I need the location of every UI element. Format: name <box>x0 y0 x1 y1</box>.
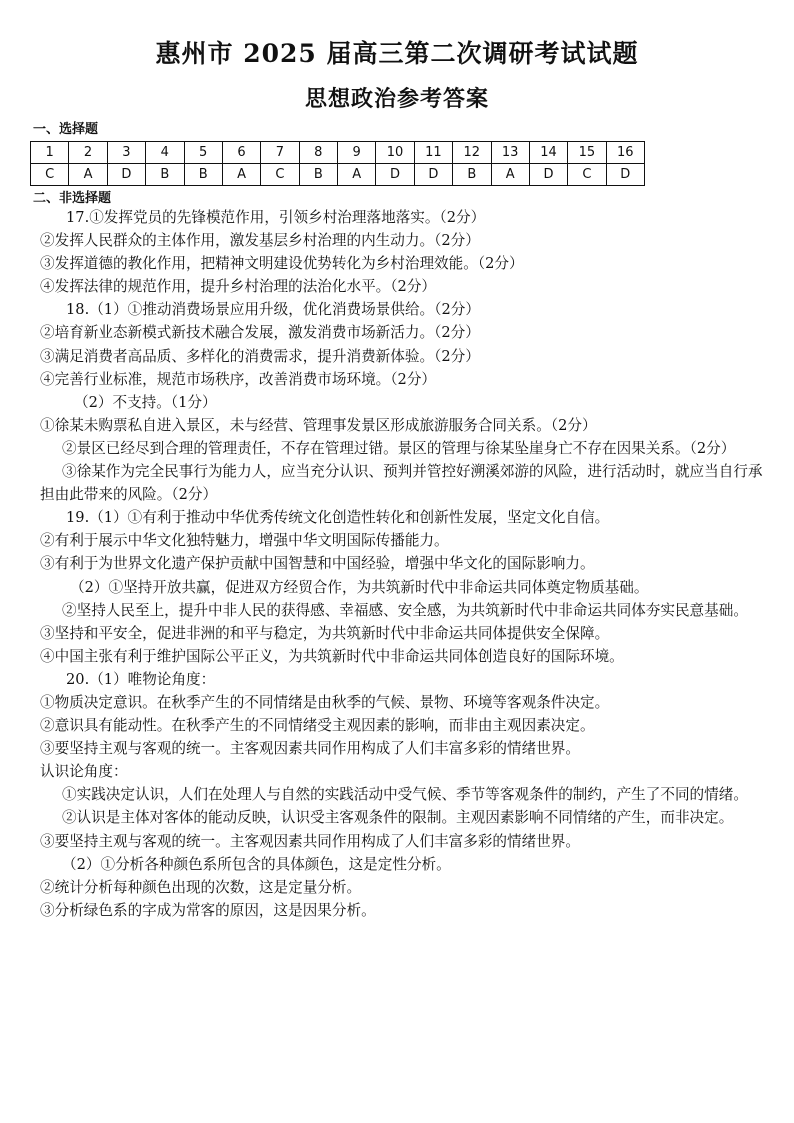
question-number: 2 <box>69 142 107 164</box>
answer-letter: D <box>529 164 567 186</box>
answer-line-q19-part2-4: ④中国主张有利于维护国际公平正义，为共筑新时代中非命运共同体创造良好的国际环境。 <box>40 647 624 665</box>
question-number: 12 <box>453 142 491 164</box>
answer-paragraph-q19-part2-2: ②坚持人民至上，提升中非人民的获得感、幸福感、安全感，为共筑新时代中非命运共同体夯实民意基础。 <box>62 601 748 619</box>
answer-line-q18-5: ①徐某未购票私自进入景区，未与经营、管理事发景区形成旅游服务合同关系。（2分） <box>40 416 597 434</box>
question-number: 7 <box>261 142 299 164</box>
answer-line-q20-part2-2: ②统计分析每种颜色出现的次数，这是定量分析。 <box>40 878 362 896</box>
answer-letter: B <box>453 164 491 186</box>
answer-letter: A <box>491 164 529 186</box>
answer-line-q18-2: ②培育新业态新模式新技术融合发展，激发消费市场新活力。（2分） <box>40 324 480 342</box>
question-number: 6 <box>222 142 260 164</box>
answer-line-q17-1: 17.①发挥党员的先锋模范作用，引领乡村治理落地落实。（2分） <box>66 209 486 226</box>
answer-line-q19-1: 19.（1）①有利于推动中华优秀传统文化创造性转化和创新性发展，坚定文化自信。 <box>66 509 610 527</box>
answer-paragraph-q18-6: ②景区已经尽到合理的管理责任，不存在管理过错。景区的管理与徐某坠崖身亡不存在因果关系。（2分） <box>62 439 736 457</box>
answer-letter: D <box>606 164 644 186</box>
answer-line-q19-part2-3: ③坚持和平安全，促进非洲的和平与稳定，为共筑新时代中非命运共同体提供安全保障。 <box>40 624 610 642</box>
answer-letter: C <box>31 164 69 186</box>
answer-letter: A <box>69 164 107 186</box>
answer-line-q17-2: ②发挥人民群众的主体作用，激发基层乡村治理的内生动力。（2分） <box>40 232 480 250</box>
answer-letter: A <box>222 164 260 186</box>
question-number: 4 <box>146 142 184 164</box>
question-number: 14 <box>529 142 567 164</box>
answer-letter: B <box>299 164 337 186</box>
question-number: 13 <box>491 142 529 164</box>
document-subtitle: 思想政治参考答案 <box>304 86 489 112</box>
question-number: 16 <box>606 142 644 164</box>
answer-letter: B <box>184 164 222 186</box>
question-number: 3 <box>107 142 145 164</box>
answer-line-q20-3: ②意识具有能动性。在秋季产生的不同情绪受主观因素的影响，而非由主观因素决定。 <box>40 717 595 735</box>
question-number: 8 <box>299 142 337 164</box>
answer-line-q20-4: ③要坚持主观与客观的统一。主客观因素共同作用构成了人们丰富多彩的情绪世界。 <box>40 740 580 758</box>
answer-letter: C <box>261 164 299 186</box>
answer-line-q18-part2: （2）不支持。（1分） <box>74 393 217 411</box>
answer-line-q20-2: ①物质决定意识。在秋季产生的不同情绪是由秋季的气候、景物、环境等客观条件决定。 <box>40 693 610 711</box>
answer-line-q18-1: 18.（1）①推动消费场景应用升级，优化消费场景供给。（2分） <box>66 301 480 319</box>
question-number: 9 <box>338 142 376 164</box>
question-number: 15 <box>568 142 606 164</box>
section-heading-multiple-choice: 一、选择题 <box>33 122 99 137</box>
answer-line-q19-part2-1: （2）①坚持开放共赢，促进双方经贸合作，为共筑新时代中非命运共同体奠定物质基础。 <box>70 578 649 596</box>
answer-line-q20-part2-1: （2）①分析各种颜色系所包含的具体颜色，这是定性分析。 <box>62 855 451 873</box>
document-title: 惠州市 2025 届高三第二次调研考试试题 <box>155 39 639 68</box>
answer-line-q18-4: ④完善行业标准，规范市场秩序，改善消费市场环境。（2分） <box>40 370 437 388</box>
question-number: 10 <box>376 142 414 164</box>
answer-line-q18-3: ③满足消费者高品质、多样化的消费需求，提升消费新体验。（2分） <box>40 347 480 365</box>
answer-line-q20-part2-3: ③分析绿色系的字成为常客的原因，这是因果分析。 <box>40 901 376 919</box>
answer-table-number-row <box>31 142 645 164</box>
answer-line-q20-7: ③要坚持主观与客观的统一。主客观因素共同作用构成了人们丰富多彩的情绪世界。 <box>40 832 580 850</box>
answer-paragraph-q20-5: ①实践决定认识，人们在处理人与自然的实践活动中受气候、季节等客观条件的制约，产生了不同的情绪。 <box>62 786 748 804</box>
question-number: 1 <box>31 142 69 164</box>
answer-table-answer-row <box>31 164 645 186</box>
answer-line-q20-epistemology: 认识论角度： <box>40 763 128 781</box>
answer-paragraph-q20-6: ②认识是主体对客体的能动反映，认识受主客观条件的限制。主观因素影响不同情绪的产生，而非决定。 <box>62 809 734 827</box>
answer-letter: A <box>338 164 376 186</box>
answer-line-q17-4: ④发挥法律的规范作用，提升乡村治理的法治化水平。（2分） <box>40 278 437 296</box>
question-number: 11 <box>414 142 452 164</box>
question-number: 5 <box>184 142 222 164</box>
answer-line-q20-1: 20.（1）唯物论角度： <box>66 670 216 688</box>
answer-line-q19-2: ②有利于展示中华文化独特魅力，增强中华文明国际传播能力。 <box>40 532 449 550</box>
answer-letter: D <box>376 164 414 186</box>
answer-table <box>30 141 645 186</box>
answer-letter: D <box>107 164 145 186</box>
answer-letter: C <box>568 164 606 186</box>
answer-body <box>40 206 770 922</box>
answer-letter: D <box>414 164 452 186</box>
answer-paragraph-q18-7: ③徐某作为完全民事行为能力人，应当充分认识、预判并管控好溯溪郊游的风险，进行活动时，就应当自行承担由此带来的风险。（2分） <box>40 463 763 504</box>
section-heading-non-multiple-choice: 二、非选择题 <box>33 191 112 206</box>
answer-line-q19-3: ③有利于为世界文化遗产保护贡献中国智慧和中国经验，增强中华文化的国际影响力。 <box>40 555 595 573</box>
answer-letter: B <box>146 164 184 186</box>
answer-line-q17-3: ③发挥道德的教化作用，把精神文明建设优势转化为乡村治理效能。（2分） <box>40 255 524 273</box>
